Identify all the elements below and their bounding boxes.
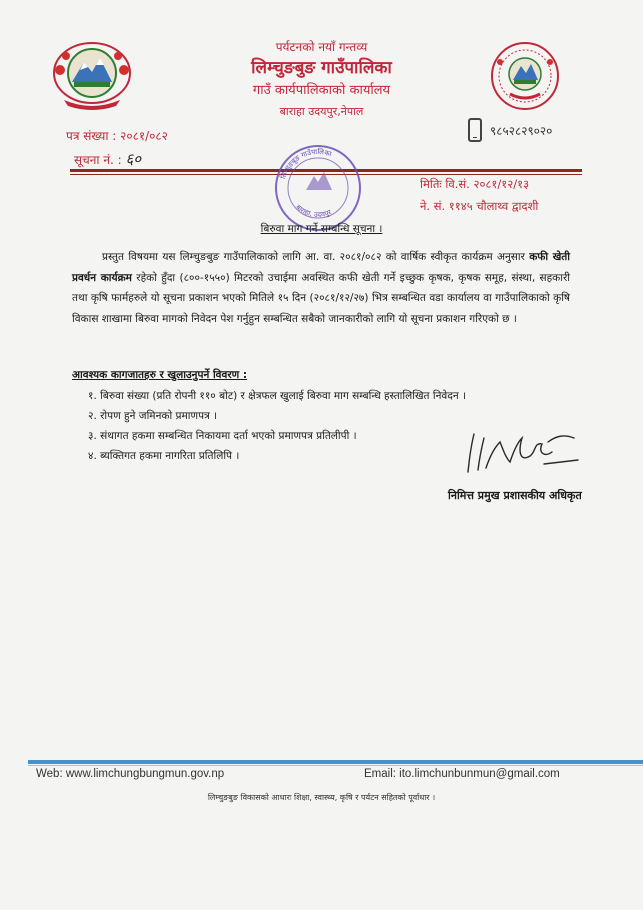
footer-email bbox=[364, 768, 560, 780]
office-address: बाराहा उदयपुर,नेपाल bbox=[279, 105, 364, 118]
office-name: लिम्चुङबुङ गाउँपालिका bbox=[251, 58, 392, 78]
notice-number-label: सूचना नं. : bbox=[74, 153, 122, 167]
phone-number: ९८५२८२९०२० bbox=[490, 123, 553, 138]
body-part-2: रहेको हुँदा (८००-१५५०) मिटरको उचाईमा अवस्थित कफी खेती गर्ने इच्छुक कृषक, कृषक समूह, संस्था, सहकारी तथा कृषि फार्महरुले यो सूचना प्रकाशन भएको मितिले १५ दिन (२०८१/१२/२७) भित्र सम्बन्धित वडा कार्यालय वा गाउँपालिकाको कृषि विकास शाखामा बिरुवा मागको निवेदन पेश गर्नुहुन सम्बन्धित सबैको जानकारीको लागि यो सूचना प्रकाशन गरिएको छ । bbox=[72, 271, 570, 325]
phone-contact bbox=[468, 118, 552, 142]
web-label: Web: bbox=[36, 768, 63, 780]
notice-number bbox=[74, 149, 141, 169]
list-item: १. बिरुवा संख्या (प्रति रोपनी ११० बोट) र क्षेत्रफल खुलाई बिरुवा माग सम्बन्धि हस्तालिखित निवेदन । bbox=[88, 390, 466, 402]
date-nepal-sambat bbox=[420, 199, 538, 214]
email-label: Email: bbox=[364, 768, 396, 780]
date-vs-label: मितिः वि.सं. bbox=[420, 177, 470, 191]
signature-icon bbox=[460, 412, 580, 482]
email-link[interactable]: ito.limchunbunmun@gmail.com bbox=[399, 768, 560, 780]
footer-motto: लिम्चुङबुङ विकासको आधारः शिक्षा, स्वास्थ्य, कृषि र पर्यटन सहितको पूर्वाधार । bbox=[207, 793, 436, 802]
stamp-text-bottom: बाराहा, उदयपुर bbox=[294, 203, 333, 219]
notice-subject bbox=[0, 222, 643, 236]
body-part-1: प्रस्तुत विषयमा यस लिम्चुङबुङ गाउँपालिकाको लागि आ. वा. २०८१/०८२ को वार्षिक स्वीकृत कार्यक्रम अनुसार bbox=[102, 251, 525, 263]
requirements-list bbox=[88, 386, 466, 466]
notice-subject-text: बिरुवा माग गर्ने सम्बन्धि सूचना । bbox=[260, 223, 383, 235]
office-subtitle: गाउँ कार्यपालिकाको कार्यालय bbox=[252, 83, 391, 98]
date-ns-value: ११४५ चौलाथ्व द्वादशी bbox=[448, 199, 539, 213]
notice-number-value: ६० bbox=[125, 150, 142, 168]
web-link[interactable]: www.limchungbungmun.gov.np bbox=[65, 768, 225, 780]
footer-website bbox=[36, 768, 224, 780]
list-item: ४. ब्यक्तिगत हकमा नागरिता प्रतिलिपि । bbox=[88, 450, 240, 462]
svg-text:बाराहा, उदयपुर bbox=[294, 203, 332, 219]
tagline: पर्यटनको नयाँ गन्तव्य bbox=[275, 40, 368, 54]
signatory-title: निमित्त प्रमुख प्रशासकीय अधिकृत bbox=[448, 489, 582, 502]
footer-divider bbox=[28, 760, 643, 764]
date-bikram-sambat bbox=[420, 177, 529, 192]
date-vs-value: २०८१/१२/१३ bbox=[473, 177, 530, 191]
list-item: ३. संथागत हकमा सम्बन्धित निकायमा दर्ता भएको प्रमाणपत्र प्रतिलीपी । bbox=[88, 430, 357, 442]
footer-divider-thin bbox=[28, 765, 643, 766]
mobile-phone-icon bbox=[468, 118, 482, 142]
notice-body bbox=[72, 247, 570, 329]
stamp-text-top: लिम्चुङबुङ गाउँपालिका bbox=[279, 147, 333, 181]
body-highlight: कफी खेती प्रवर्धन कार्यक्रम bbox=[72, 251, 571, 284]
letter-number-label: पत्र संख्या : bbox=[66, 129, 117, 143]
date-ns-label: ने. सं. bbox=[420, 199, 446, 213]
requirements-heading: आवश्यक कागजातहरु र खुलाउनुपर्ने विवरण : bbox=[72, 369, 248, 381]
letter-number-value: २०८१/०८२ bbox=[120, 129, 168, 143]
letter-number bbox=[66, 127, 168, 144]
list-item: २. रोपण हुने जमिनको प्रमाणपत्र । bbox=[88, 410, 218, 422]
